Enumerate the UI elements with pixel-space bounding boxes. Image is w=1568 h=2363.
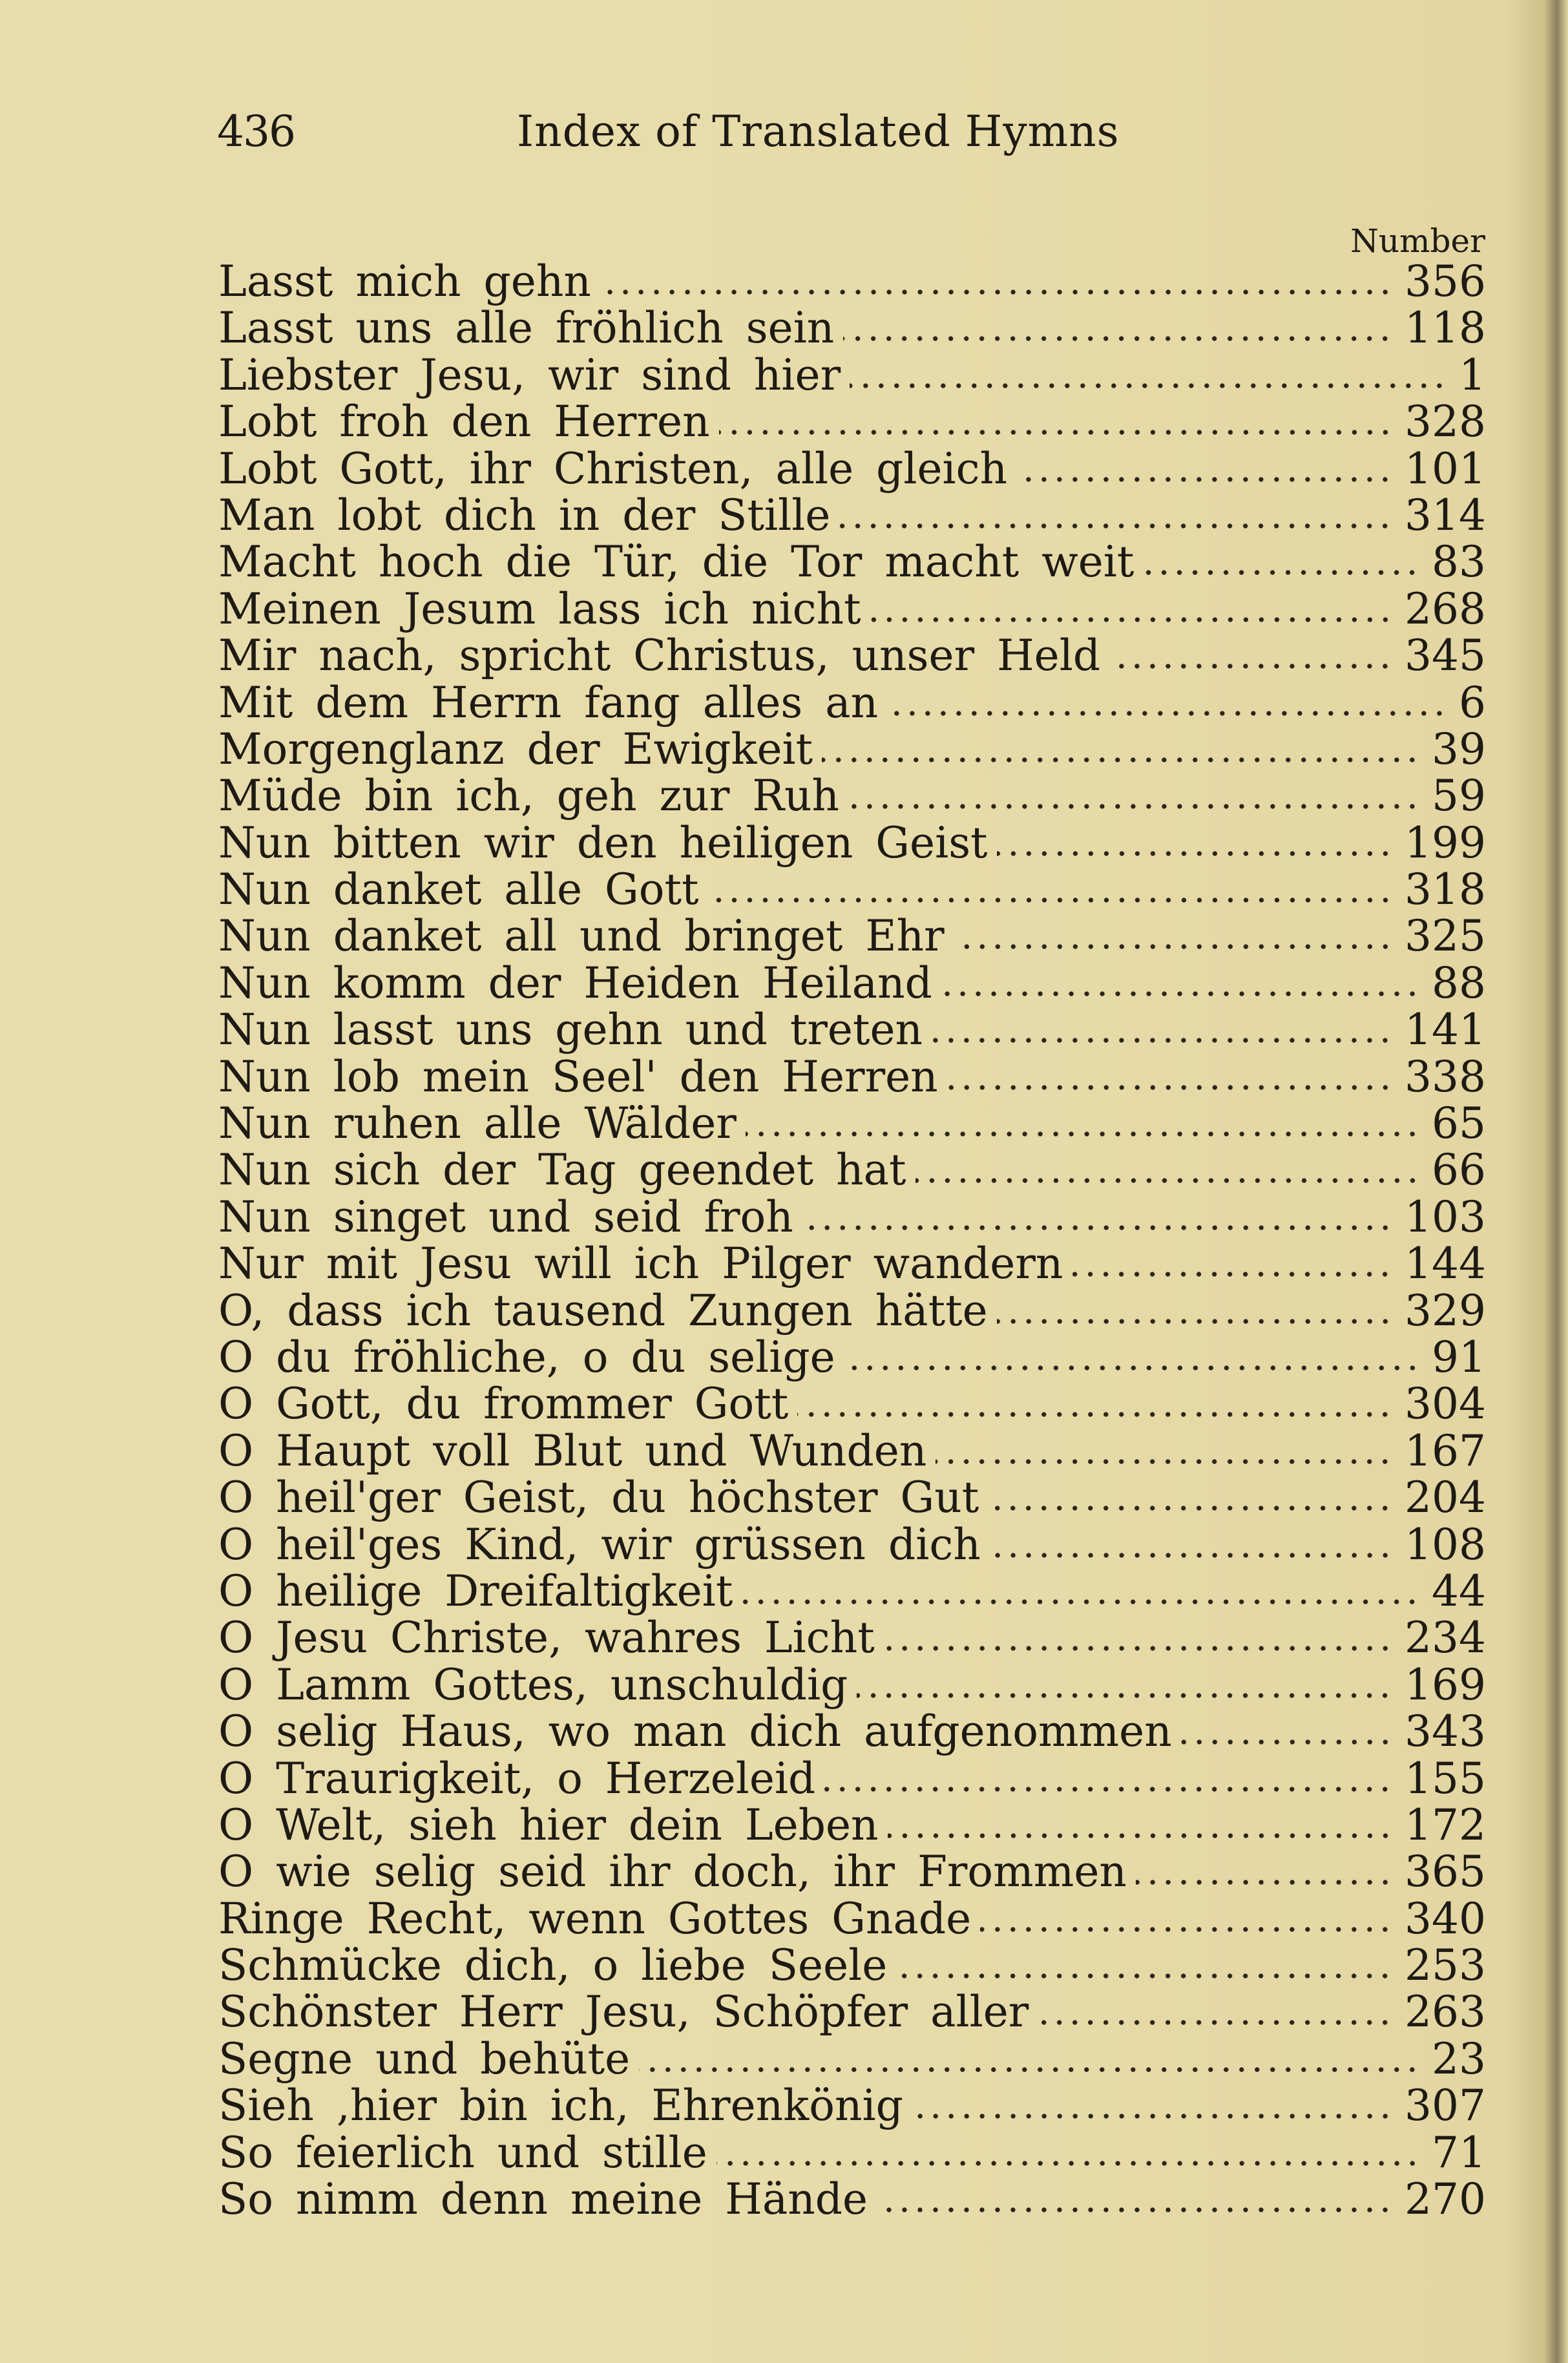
hymn-title: Nun danket all und bringet Ehr: [218, 911, 945, 961]
hymn-number: 103: [1405, 1192, 1486, 1242]
hymn-title: O du fröhliche, o du selige: [218, 1332, 835, 1382]
dot-leader: [1143, 569, 1420, 576]
index-entry: [218, 1100, 1486, 1147]
hymn-number: 118: [1405, 303, 1486, 353]
dot-leader: [947, 1084, 1393, 1091]
hymn-title: Nun bitten wir den heiligen Geist: [218, 817, 988, 868]
index-entry: [218, 1708, 1486, 1755]
index-entry: [218, 726, 1486, 773]
dot-leader: [824, 1785, 1393, 1793]
dot-leader: [742, 1598, 1420, 1606]
index-entry: [218, 583, 1486, 634]
index-entry: [218, 2176, 1486, 2223]
index-entry: [218, 258, 1486, 305]
page-number: 436: [217, 107, 295, 156]
hymn-title: Lasst mich gehn: [218, 257, 591, 306]
hymn-number: 172: [1405, 1800, 1486, 1850]
hymn-number: 6: [1459, 677, 1486, 728]
hymn-number: 234: [1405, 1613, 1486, 1663]
dot-leader: [822, 756, 1420, 764]
dot-leader: [1109, 662, 1393, 670]
hymn-number: 318: [1405, 865, 1486, 915]
hymn-number: 44: [1432, 1566, 1486, 1616]
index-entry: [218, 1753, 1486, 1803]
index-entry: [218, 1381, 1486, 1427]
hymn-title: Nun lasst uns gehn und treten: [218, 1005, 923, 1055]
hymn-number: 338: [1405, 1051, 1486, 1102]
hymn-title: Segne und behüte: [218, 2033, 631, 2084]
index-entry: [218, 1659, 1486, 1710]
dot-leader: [746, 1130, 1420, 1138]
dot-leader: [980, 1926, 1393, 1933]
hymn-title: Müde bin ich, geh zur Ruh: [218, 771, 840, 821]
dot-leader: [848, 803, 1420, 810]
hymn-number: 307: [1405, 2081, 1486, 2131]
page-title: Index of Translated Hymns: [517, 107, 1120, 156]
dot-leader: [997, 850, 1393, 857]
hymn-number: 343: [1405, 1707, 1486, 1757]
index-entry: [218, 633, 1486, 679]
hymn-number: 65: [1432, 1098, 1486, 1149]
hymn-number: 270: [1405, 2174, 1486, 2225]
dot-leader: [719, 428, 1393, 436]
index-entry: [218, 443, 1486, 494]
hymn-number: 71: [1432, 2127, 1486, 2178]
dot-leader: [912, 2112, 1393, 2120]
hymn-number: 314: [1405, 490, 1486, 540]
hymn-number: 66: [1432, 1145, 1486, 1195]
dot-leader: [850, 382, 1447, 390]
index-entry: [218, 1989, 1486, 2035]
index-entry: [218, 1051, 1486, 1102]
hymn-number: 155: [1405, 1753, 1486, 1803]
hymn-title: O Welt, sieh hier dein Leben: [218, 1800, 879, 1850]
index-entry: [218, 677, 1486, 728]
hymn-number: 88: [1432, 958, 1486, 1008]
index-entry: [218, 1519, 1486, 1570]
hymn-number: 328: [1405, 397, 1486, 447]
hymn-title: Sieh ,hier bin ich, Ehrenkönig: [218, 2081, 903, 2131]
hymn-number: 263: [1405, 1987, 1486, 2037]
dot-leader: [954, 943, 1393, 950]
hymn-number: 59: [1432, 771, 1486, 821]
hymn-number: 101: [1405, 443, 1486, 494]
hymn-number: 199: [1405, 817, 1486, 868]
dot-leader: [1072, 1270, 1393, 1278]
hymn-title: Nun komm der Heiden Heiland: [218, 958, 932, 1008]
index-entry: [218, 305, 1486, 352]
index-entry: [218, 1893, 1486, 1944]
dot-leader: [887, 709, 1447, 717]
dot-leader: [990, 1551, 1393, 1559]
dot-leader: [1016, 476, 1393, 483]
hymn-title: O heilige Dreifaltigkeit: [218, 1566, 733, 1616]
hymn-title: Nun lob mein Seel' den Herren: [218, 1051, 938, 1102]
hymn-number: 91: [1432, 1332, 1486, 1382]
hymn-title: Nun singet und seid froh: [218, 1192, 793, 1242]
hymn-number: 83: [1432, 537, 1486, 587]
hymn-number: 356: [1405, 257, 1486, 306]
hymn-title: Lasst uns alle fröhlich sein: [218, 303, 835, 353]
dot-leader: [857, 1692, 1393, 1699]
hymn-title: Lobt froh den Herren: [218, 397, 710, 447]
hymn-title: Nur mit Jesu will ich Pilger wandern: [218, 1239, 1063, 1289]
index-entry: [218, 1849, 1486, 1895]
index-entry: [218, 352, 1486, 399]
dot-leader: [1038, 2019, 1393, 2026]
index-entry: [218, 2083, 1486, 2129]
dot-leader: [941, 990, 1420, 998]
hymn-title: Nun sich der Tag geendet hat: [218, 1145, 906, 1195]
dot-leader: [915, 1177, 1420, 1184]
hymn-title: O Haupt voll Blut und Wunden: [218, 1425, 927, 1476]
index-entry: [218, 1475, 1486, 1521]
index-entry: [218, 1425, 1486, 1476]
index-entry: [218, 399, 1486, 445]
index-entry: [218, 539, 1486, 585]
hymn-number: 144: [1405, 1239, 1486, 1289]
index-entry: [218, 1285, 1486, 1336]
index-entry: [218, 1194, 1486, 1241]
hymn-number: 340: [1405, 1893, 1486, 1944]
hymn-number: 345: [1405, 631, 1486, 681]
hymn-number: 325: [1405, 911, 1486, 961]
hymn-title: Mit dem Herrn fang alles an: [218, 677, 879, 728]
hymn-number: 268: [1405, 583, 1486, 634]
hymn-title: Lobt Gott, ihr Christen, alle gleich: [218, 443, 1008, 494]
dot-leader: [797, 1411, 1393, 1418]
dot-leader: [844, 1364, 1420, 1372]
hymn-index-list: [218, 258, 1486, 2223]
index-entry: [218, 773, 1486, 819]
hymn-title: O heil'ger Geist, du höchster Gut: [218, 1473, 979, 1523]
index-entry: [218, 817, 1486, 868]
index-entry: [218, 1241, 1486, 1287]
index-entry: [218, 1802, 1486, 1849]
hymn-title: Ringe Recht, wenn Gottes Gnade: [218, 1893, 972, 1944]
hymn-title: Liebster Jesu, wir sind hier: [218, 350, 841, 400]
dot-leader: [988, 1504, 1393, 1512]
index-entry: [218, 1568, 1486, 1615]
hymn-title: O selig Haus, wo man dich aufgenommen: [218, 1707, 1172, 1757]
index-entry: [218, 1007, 1486, 1053]
hymn-number: 39: [1432, 724, 1486, 774]
dot-leader: [843, 335, 1393, 342]
index-entry: [218, 866, 1486, 913]
index-entry: [218, 1615, 1486, 1661]
hymn-title: So nimm denn meine Hände: [218, 2174, 868, 2225]
dot-leader: [896, 1972, 1393, 1980]
hymn-title: O wie selig seid ihr doch, ihr Frommen: [218, 1847, 1127, 1897]
hymn-title: O Lamm Gottes, unschuldig: [218, 1659, 848, 1710]
hymn-title: So feierlich und stille: [218, 2127, 707, 2178]
dot-leader: [708, 896, 1394, 904]
hymn-title: Nun danket alle Gott: [218, 865, 699, 915]
index-entry: [218, 1147, 1486, 1193]
dot-leader: [1181, 1738, 1393, 1746]
hymn-title: Man lobt dich in der Stille: [218, 490, 831, 540]
hymn-number: 23: [1432, 2033, 1486, 2084]
hymn-title: Schönster Herr Jesu, Schöpfer aller: [218, 1987, 1029, 2037]
dot-leader: [936, 1458, 1393, 1465]
dot-leader: [839, 522, 1393, 530]
hymn-number: 329: [1405, 1285, 1486, 1336]
dot-leader: [932, 1036, 1393, 1044]
index-entry: [218, 913, 1486, 960]
hymn-title: Macht hoch die Tür, die Tor macht weit: [218, 537, 1134, 587]
dot-leader: [884, 1644, 1393, 1652]
hymn-number: 365: [1405, 1847, 1486, 1897]
dot-leader: [877, 2206, 1393, 2214]
index-entry: [218, 960, 1486, 1007]
dot-leader: [802, 1224, 1393, 1232]
index-entry: [218, 2033, 1486, 2084]
hymn-title: O Traurigkeit, o Herzeleid: [218, 1753, 816, 1803]
hymn-number: 1: [1459, 350, 1486, 400]
hymn-number: 169: [1405, 1659, 1486, 1710]
hymn-title: Nun ruhen alle Wälder: [218, 1098, 737, 1149]
hymn-title: O heil'ges Kind, wir grüssen dich: [218, 1519, 981, 1570]
index-entry: [218, 1942, 1486, 1989]
hymn-number: 167: [1405, 1425, 1486, 1476]
index-entry: [218, 1334, 1486, 1381]
hymn-title: O Jesu Christe, wahres Licht: [218, 1613, 875, 1663]
dot-leader: [1136, 1878, 1393, 1886]
hymn-number: 141: [1405, 1005, 1486, 1055]
hymn-title: O, dass ich tausend Zungen hätte: [218, 1285, 988, 1336]
hymn-title: Meinen Jesum lass ich nicht: [218, 583, 861, 634]
number-column-header: Number: [1350, 222, 1485, 260]
hymn-number: 304: [1405, 1379, 1486, 1429]
dot-leader: [639, 2066, 1420, 2074]
hymn-number: 108: [1405, 1519, 1486, 1570]
hymn-title: O Gott, du frommer Gott: [218, 1379, 789, 1429]
hymn-title: Mir nach, spricht Christus, unser Held: [218, 631, 1101, 681]
dot-leader: [600, 288, 1393, 296]
hymn-title: Schmücke dich, o liebe Seele: [218, 1940, 888, 1991]
dot-leader: [716, 2159, 1420, 2167]
dot-leader: [888, 1832, 1393, 1840]
dot-leader: [997, 1318, 1393, 1325]
hymn-number: 253: [1405, 1940, 1486, 1991]
index-entry: [218, 492, 1486, 539]
hymn-title: Morgenglanz der Ewigkeit: [218, 724, 813, 774]
index-entry: [218, 2127, 1486, 2178]
dot-leader: [870, 616, 1393, 624]
hymn-number: 204: [1405, 1473, 1486, 1523]
